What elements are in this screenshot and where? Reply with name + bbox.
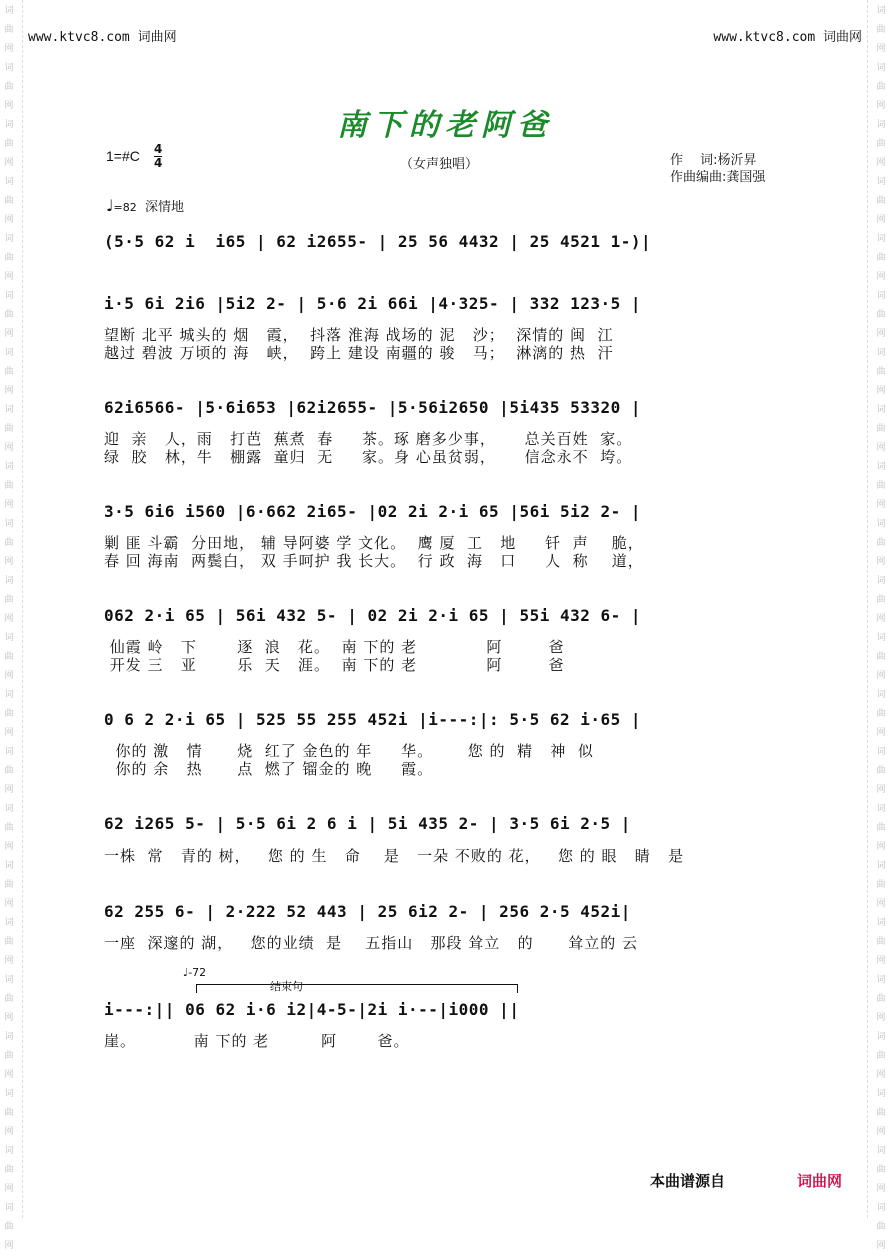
notation-line-2: 62i6566- |5·6i653 |62i2655- |5·56i2650 |5i435 53320 |	[104, 398, 642, 417]
lyrics-line-1-verse-2: 越过 碧波 万顷的 海 峡， 跨上 建设 南疆的 骏 马； 淋漓的 热 汗	[104, 344, 614, 362]
watermark-glyph: 网	[876, 386, 886, 396]
watermark-glyph: 词	[4, 690, 14, 700]
watermark-glyph: 曲	[876, 766, 886, 776]
watermark-glyph: 网	[4, 101, 14, 111]
song-subtitle: （女声独唱）	[400, 157, 479, 172]
watermark-glyph: 词	[4, 975, 14, 985]
watermark-glyph: 网	[876, 614, 886, 624]
watermark-glyph: 词	[876, 1032, 886, 1042]
footer-brand-link[interactable]: 词曲网	[797, 1172, 843, 1190]
watermark-glyph: 网	[876, 1184, 886, 1194]
lyrics-line-5-verse-2: 你的 余 热 点 燃了 镏金的 晚 霞。	[104, 760, 434, 778]
credits	[670, 152, 765, 186]
watermark-glyph: 网	[876, 557, 886, 567]
tempo-bpm: =82	[113, 201, 137, 214]
watermark-glyph: 曲	[4, 538, 14, 548]
watermark-glyph: 曲	[4, 937, 14, 947]
watermark-glyph: 词	[4, 804, 14, 814]
watermark-glyph: 曲	[876, 595, 886, 605]
notation-line-0: (5·5 62 i i65 | 62 i2655- | 25 56 4432 | 25 4521 1-)|	[104, 232, 652, 251]
watermark-glyph: 词	[4, 1203, 14, 1213]
composer-credit: 作曲编曲:龚国强	[670, 170, 766, 185]
watermark-glyph: 词	[876, 804, 886, 814]
notation-line-3: 3·5 6i6 i560 |6·662 2i65- |02 2i 2·i 65 |56i 5i2 2- |	[104, 502, 642, 521]
notation-line-1: i·5 6i 2i6 |5i2 2- | 5·6 2i 66i |4·325- | 332 123·5 |	[104, 294, 642, 313]
site-url-left[interactable]: www.ktvc8.com 词曲网	[28, 30, 177, 45]
watermark-glyph: 词	[876, 405, 886, 415]
watermark-glyph: 网	[4, 1127, 14, 1137]
time-signature	[154, 144, 162, 169]
watermark-glyph: 曲	[876, 538, 886, 548]
watermark-glyph: 网	[876, 956, 886, 966]
watermark-glyph: 词	[4, 234, 14, 244]
notation-line-4: 062 2·i 65 | 56i 432 5- | 02 2i 2·i 65 | 55i 432 6- |	[104, 606, 642, 625]
watermark-glyph: 曲	[876, 196, 886, 206]
lyrics-line-6-verse-1: 一株 常 青的 树， 您 的 生 命 是 一朵 不败的 花， 您 的 眼 睛 是	[104, 847, 685, 865]
watermark-glyph: 曲	[4, 595, 14, 605]
watermark-glyph: 词	[876, 633, 886, 643]
watermark-glyph: 词	[4, 633, 14, 643]
watermark-glyph: 词	[4, 63, 14, 73]
watermark-glyph: 词	[876, 918, 886, 928]
lyrics-line-8-verse-1: 崖。 南 下的 老 阿 爸。	[104, 1032, 410, 1050]
watermark-glyph: 曲	[4, 310, 14, 320]
watermark-glyph: 词	[4, 462, 14, 472]
watermark-glyph: 词	[876, 975, 886, 985]
watermark-glyph: 词	[4, 576, 14, 586]
tempo-marking	[106, 196, 184, 215]
watermark-glyph: 曲	[4, 1165, 14, 1175]
watermark-glyph: 曲	[876, 82, 886, 92]
lyrics-line-4-verse-2: 开发 三 亚 乐 天 涯。 南 下的 老 阿 爸	[104, 656, 565, 674]
watermark-glyph: 曲	[876, 424, 886, 434]
footer-source-label: 本曲谱源自	[650, 1172, 726, 1190]
watermark-glyph: 词	[876, 177, 886, 187]
watermark-glyph: 网	[4, 158, 14, 168]
watermark-glyph: 词	[4, 1032, 14, 1042]
watermark-glyph: 曲	[876, 1165, 886, 1175]
watermark-glyph: 词	[876, 291, 886, 301]
watermark-glyph: 曲	[876, 1051, 886, 1061]
watermark-glyph: 词	[876, 690, 886, 700]
expression-mark: 深情地	[145, 200, 185, 215]
watermark-glyph: 词	[4, 348, 14, 358]
watermark-strip-left	[0, 0, 18, 1251]
watermark-glyph: 网	[4, 785, 14, 795]
watermark-glyph: 曲	[4, 196, 14, 206]
watermark-glyph: 网	[876, 899, 886, 909]
lyrics-line-7-verse-1: 一座 深邃的 湖， 您的业绩 是 五指山 那段 耸立 的 耸立的 云	[104, 934, 638, 952]
quarter-note-icon: ♩	[106, 196, 114, 215]
watermark-glyph: 词	[4, 1089, 14, 1099]
watermark-glyph: 网	[4, 500, 14, 510]
lyrics-line-1-verse-1: 望断 北平 城头的 烟 霞， 抖落 淮海 战场的 泥 沙； 深情的 闽 江	[104, 326, 614, 344]
watermark-glyph: 曲	[4, 253, 14, 263]
notation-line-8: i---:|| 06 62 i·6 i2|4-5-|2i i·--|i000 ||	[104, 1000, 520, 1019]
time-signature-top: 4	[154, 142, 163, 156]
watermark-glyph: 曲	[876, 880, 886, 890]
watermark-glyph: 词	[4, 519, 14, 529]
watermark-glyph: 词	[4, 120, 14, 130]
watermark-glyph: 词	[4, 291, 14, 301]
watermark-glyph: 网	[876, 785, 886, 795]
watermark-glyph: 网	[4, 215, 14, 225]
watermark-glyph: 曲	[4, 25, 14, 35]
time-signature-bottom: 4	[154, 156, 163, 170]
watermark-glyph: 词	[4, 405, 14, 415]
watermark-glyph: 词	[4, 861, 14, 871]
watermark-glyph: 网	[4, 386, 14, 396]
watermark-glyph: 网	[4, 1013, 14, 1023]
watermark-strip-right	[872, 0, 890, 1251]
watermark-glyph: 网	[876, 44, 886, 54]
watermark-glyph: 曲	[4, 709, 14, 719]
watermark-glyph: 网	[876, 1013, 886, 1023]
watermark-glyph: 词	[4, 177, 14, 187]
watermark-glyph: 网	[876, 272, 886, 282]
watermark-glyph: 词	[4, 1146, 14, 1156]
watermark-glyph: 网	[4, 899, 14, 909]
watermark-glyph: 网	[4, 329, 14, 339]
watermark-glyph: 曲	[4, 766, 14, 776]
watermark-glyph: 曲	[4, 652, 14, 662]
watermark-glyph: 网	[4, 443, 14, 453]
watermark-glyph: 网	[876, 215, 886, 225]
watermark-glyph: 曲	[876, 25, 886, 35]
song-title: 南下的老阿爸	[337, 108, 553, 143]
watermark-glyph: 词	[876, 120, 886, 130]
watermark-glyph: 网	[4, 842, 14, 852]
watermark-glyph: 词	[876, 63, 886, 73]
watermark-glyph: 网	[4, 1070, 14, 1080]
watermark-glyph: 曲	[876, 139, 886, 149]
watermark-glyph: 曲	[876, 481, 886, 491]
watermark-glyph: 曲	[4, 424, 14, 434]
watermark-glyph: 网	[4, 44, 14, 54]
watermark-glyph: 网	[4, 1184, 14, 1194]
watermark-glyph: 网	[876, 500, 886, 510]
watermark-glyph: 曲	[4, 1108, 14, 1118]
watermark-glyph: 词	[876, 861, 886, 871]
watermark-glyph: 曲	[876, 367, 886, 377]
watermark-glyph: 曲	[4, 1222, 14, 1232]
coda-label: 结束句	[270, 980, 303, 993]
watermark-glyph: 词	[876, 348, 886, 358]
lyrics-line-2-verse-2: 绿 胶 林，牛 棚露 童归 无 家。身 心虽贫弱， 信念永不 垮。	[104, 448, 633, 466]
coda-tempo-marking: ♩-72	[183, 966, 207, 979]
watermark-glyph: 网	[876, 443, 886, 453]
lyrics-line-4-verse-1: 仙霞 岭 下 逐 浪 花。 南 下的 老 阿 爸	[104, 638, 565, 656]
watermark-glyph: 词	[4, 747, 14, 757]
watermark-glyph: 网	[876, 158, 886, 168]
watermark-glyph: 曲	[4, 1051, 14, 1061]
watermark-glyph: 曲	[876, 823, 886, 833]
notation-line-5: 0 6 2 2·i 65 | 525 55 255 452i |i---:|: 5·5 62 i·65 |	[104, 710, 642, 729]
key-signature: 1=#C	[106, 148, 140, 164]
watermark-glyph: 词	[876, 1203, 886, 1213]
notation-line-6: 62 i265 5- | 5·5 6i 2 6 i | 5i 435 2- | 3·5 6i 2·5 |	[104, 814, 631, 833]
lyrics-line-2-verse-1: 迎 亲 人，雨 打芭 蕉煮 春 茶。琢 磨多少事， 总关百姓 家。	[104, 430, 633, 448]
watermark-glyph: 曲	[4, 994, 14, 1004]
watermark-glyph: 词	[4, 6, 14, 16]
watermark-glyph: 网	[4, 272, 14, 282]
watermark-glyph: 曲	[876, 994, 886, 1004]
lyricist-credit: 作 词:杨沂昇	[670, 153, 757, 168]
watermark-glyph: 词	[876, 6, 886, 16]
watermark-glyph: 曲	[876, 253, 886, 263]
watermark-glyph: 网	[876, 329, 886, 339]
watermark-glyph: 曲	[876, 310, 886, 320]
lyrics-line-3-verse-1: 剿 匪 斗霸 分田地， 辅 导阿婆 学 文化。 鹰 厦 工 地 钎 声 脆，	[104, 534, 644, 552]
watermark-glyph: 网	[876, 1070, 886, 1080]
watermark-glyph: 曲	[876, 709, 886, 719]
watermark-glyph: 词	[876, 747, 886, 757]
watermark-glyph: 词	[876, 462, 886, 472]
watermark-glyph: 曲	[4, 367, 14, 377]
lyrics-line-5-verse-1: 你的 激 情 烧 红了 金色的 年 华。 您 的 精 神 似	[104, 742, 594, 760]
notation-line-7: 62 255 6- | 2·222 52 443 | 25 6i2 2- | 256 2·5 452i|	[104, 902, 631, 921]
watermark-glyph: 网	[876, 1241, 886, 1251]
watermark-glyph: 曲	[4, 139, 14, 149]
watermark-glyph: 曲	[4, 823, 14, 833]
watermark-glyph: 曲	[4, 481, 14, 491]
watermark-glyph: 网	[4, 614, 14, 624]
coda-bracket	[196, 984, 518, 993]
watermark-glyph: 网	[4, 557, 14, 567]
watermark-glyph: 曲	[876, 1222, 886, 1232]
watermark-glyph: 网	[4, 1241, 14, 1251]
watermark-glyph: 曲	[876, 937, 886, 947]
watermark-glyph: 网	[876, 101, 886, 111]
watermark-glyph: 网	[876, 728, 886, 738]
watermark-glyph: 词	[876, 234, 886, 244]
watermark-glyph: 网	[4, 671, 14, 681]
watermark-glyph: 网	[876, 1127, 886, 1137]
watermark-glyph: 曲	[876, 1108, 886, 1118]
watermark-glyph: 曲	[4, 880, 14, 890]
watermark-glyph: 网	[876, 842, 886, 852]
watermark-glyph: 曲	[876, 652, 886, 662]
watermark-glyph: 网	[4, 956, 14, 966]
site-url-right[interactable]: www.ktvc8.com 词曲网	[713, 30, 862, 45]
watermark-glyph: 词	[876, 1089, 886, 1099]
watermark-glyph: 词	[876, 576, 886, 586]
watermark-glyph: 曲	[4, 82, 14, 92]
watermark-glyph: 词	[4, 918, 14, 928]
watermark-glyph: 网	[876, 671, 886, 681]
watermark-glyph: 词	[876, 519, 886, 529]
watermark-glyph: 网	[4, 728, 14, 738]
watermark-glyph: 词	[876, 1146, 886, 1156]
lyrics-line-3-verse-2: 春 回 海南 两鬓白， 双 手呵护 我 长大。 行 政 海 口 人 称 道，	[104, 552, 644, 570]
